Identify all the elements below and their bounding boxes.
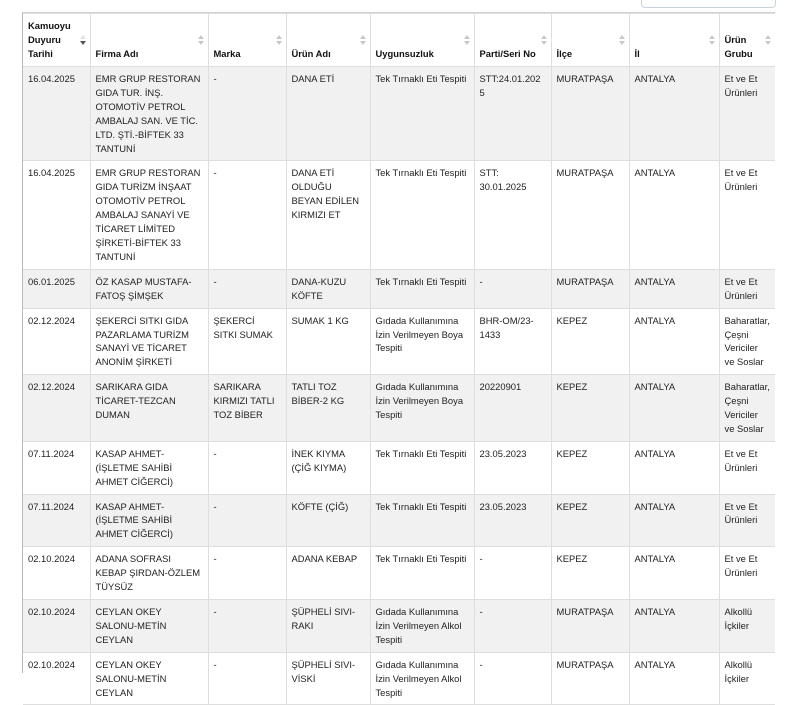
results-table bbox=[23, 13, 775, 705]
cell-product-group: Et ve Et Ürünleri bbox=[719, 161, 775, 269]
cell-product-name: ŞÜPHELİ SIVI-RAKI bbox=[286, 600, 370, 653]
cell-nonconformity: Gıdada Kullanımına İzin Verilmeyen Boya Tespiti bbox=[370, 375, 474, 442]
column-header-product-group[interactable] bbox=[719, 14, 775, 67]
cell-product-name: ŞÜPHELİ SIVI-VİSKİ bbox=[286, 652, 370, 705]
cell-nonconformity: Tek Tırnaklı Eti Tespiti bbox=[370, 547, 474, 600]
cell-company-name: EMR GRUP RESTORAN GIDA TUR. İNŞ. OTOMOTİV PETROL AMBALAJ SAN. VE TİC. LTD. ŞTİ.-BİFTEK 33 TANTUNİ bbox=[90, 67, 208, 161]
sort-icon[interactable] bbox=[276, 34, 282, 46]
cell-district: MURATPAŞA bbox=[551, 161, 629, 269]
table-body bbox=[23, 67, 775, 705]
table-row[interactable] bbox=[23, 269, 775, 308]
cell-product-name: İNEK KIYMA (ÇİĞ KIYMA) bbox=[286, 441, 370, 494]
cell-brand: ŞEKERCİ SITKI SUMAK bbox=[208, 308, 286, 375]
cell-batch-no: 23.05.2023 bbox=[474, 441, 551, 494]
cell-company-name: KASAP AHMET-(İŞLETME SAHİBİ AHMET CİĞERCİ) bbox=[90, 494, 208, 547]
column-header-label: İlçe bbox=[556, 48, 573, 60]
cell-brand: SARIKARA KIRMIZI TATLI TOZ BİBER bbox=[208, 375, 286, 442]
cell-batch-no: STT:24.01.2025 bbox=[474, 67, 551, 161]
column-header-label: Kamuoyu Duyuru Tarihi bbox=[28, 20, 71, 60]
table-row[interactable] bbox=[23, 494, 775, 547]
cell-province: ANTALYA bbox=[629, 600, 719, 653]
column-header-label: Parti/Seri No bbox=[479, 48, 536, 60]
cell-announce-date: 06.01.2025 bbox=[23, 269, 90, 308]
cell-announce-date: 07.11.2024 bbox=[23, 494, 90, 547]
cell-announce-date: 02.12.2024 bbox=[23, 375, 90, 442]
column-header-label: Ürün Grubu bbox=[724, 34, 753, 60]
cell-province: ANTALYA bbox=[629, 441, 719, 494]
cell-district: KEPEZ bbox=[551, 375, 629, 442]
cell-company-name: KASAP AHMET-(İŞLETME SAHİBİ AHMET CİĞERCİ) bbox=[90, 441, 208, 494]
cell-product-name: ADANA KEBAP bbox=[286, 547, 370, 600]
cell-batch-no: - bbox=[474, 652, 551, 705]
cell-nonconformity: Tek Tırnaklı Eti Tespiti bbox=[370, 161, 474, 269]
cell-district: MURATPAŞA bbox=[551, 652, 629, 705]
table-header-row bbox=[23, 14, 775, 67]
table-row[interactable] bbox=[23, 67, 775, 161]
cell-district: MURATPAŞA bbox=[551, 269, 629, 308]
column-header-label: İl bbox=[634, 48, 640, 60]
sort-icon[interactable] bbox=[541, 34, 547, 46]
cell-product-group: Alkollü İçkiler bbox=[719, 652, 775, 705]
cell-brand: - bbox=[208, 547, 286, 600]
table-row[interactable] bbox=[23, 308, 775, 375]
cell-nonconformity: Gıdada Kullanımına İzin Verilmeyen Alkol Tespiti bbox=[370, 600, 474, 653]
cell-province: ANTALYA bbox=[629, 652, 719, 705]
cell-announce-date: 02.10.2024 bbox=[23, 547, 90, 600]
cell-announce-date: 02.10.2024 bbox=[23, 652, 90, 705]
cell-nonconformity: Tek Tırnaklı Eti Tespiti bbox=[370, 494, 474, 547]
cell-product-name: DANA-KUZU KÖFTE bbox=[286, 269, 370, 308]
cell-product-group: Baharatlar, Çeşni Vericiler ve Soslar bbox=[719, 308, 775, 375]
cell-product-name: DANA ETİ bbox=[286, 67, 370, 161]
cell-district: KEPEZ bbox=[551, 494, 629, 547]
cell-company-name: ÖZ KASAP MUSTAFA-FATOŞ ŞİMŞEK bbox=[90, 269, 208, 308]
cell-product-name: DANA ETİ OLDUĞU BEYAN EDİLEN KIRMIZI ET bbox=[286, 161, 370, 269]
cell-product-name: KÖFTE (ÇİĞ) bbox=[286, 494, 370, 547]
table-row[interactable] bbox=[23, 161, 775, 269]
cell-announce-date: 02.10.2024 bbox=[23, 600, 90, 653]
cell-batch-no: - bbox=[474, 269, 551, 308]
cell-nonconformity: Tek Tırnaklı Eti Tespiti bbox=[370, 67, 474, 161]
cell-product-group: Alkollü İçkiler bbox=[719, 600, 775, 653]
column-header-batch-no[interactable] bbox=[474, 14, 551, 67]
cell-company-name: ADANA SOFRASI KEBAP ŞIRDAN-ÖZLEM TÜYSÜZ bbox=[90, 547, 208, 600]
cell-brand: - bbox=[208, 652, 286, 705]
cell-company-name: EMR GRUP RESTORAN GIDA TURİZM İNŞAAT OTOMOTİV PETROL AMBALAJ SANAYİ VE TİCARET LİMİTED ŞİRKETİ-BİFTEK 33 TANTUNİ bbox=[90, 161, 208, 269]
results-table-frame bbox=[22, 12, 775, 698]
cell-batch-no: - bbox=[474, 547, 551, 600]
cell-brand: - bbox=[208, 494, 286, 547]
cell-product-name: TATLI TOZ BİBER-2 KG bbox=[286, 375, 370, 442]
cell-batch-no: STT: 30.01.2025 bbox=[474, 161, 551, 269]
cell-product-group: Et ve Et Ürünleri bbox=[719, 547, 775, 600]
column-header-product-name[interactable] bbox=[286, 14, 370, 67]
column-header-announce-date[interactable] bbox=[23, 14, 90, 67]
cell-batch-no: BHR-OM/23-1433 bbox=[474, 308, 551, 375]
cell-announce-date: 07.11.2024 bbox=[23, 441, 90, 494]
column-header-brand[interactable] bbox=[208, 14, 286, 67]
cell-announce-date: 02.12.2024 bbox=[23, 308, 90, 375]
cell-district: MURATPAŞA bbox=[551, 600, 629, 653]
cell-province: ANTALYA bbox=[629, 161, 719, 269]
cell-province: ANTALYA bbox=[629, 269, 719, 308]
cell-product-name: SUMAK 1 KG bbox=[286, 308, 370, 375]
column-header-company-name[interactable] bbox=[90, 14, 208, 67]
cell-brand: - bbox=[208, 67, 286, 161]
cell-product-group: Et ve Et Ürünleri bbox=[719, 441, 775, 494]
cell-district: MURATPAŞA bbox=[551, 67, 629, 161]
cell-product-group: Baharatlar, Çeşni Vericiler ve Soslar bbox=[719, 375, 775, 442]
cell-company-name: SARIKARA GIDA TİCARET-TEZCAN DUMAN bbox=[90, 375, 208, 442]
column-header-province[interactable] bbox=[629, 14, 719, 67]
column-header-label: Firma Adı bbox=[95, 48, 139, 60]
column-header-nonconformity[interactable] bbox=[370, 14, 474, 67]
table-row[interactable] bbox=[23, 441, 775, 494]
cell-batch-no: - bbox=[474, 600, 551, 653]
cell-nonconformity: Gıdada Kullanımına İzin Verilmeyen Boya Tespiti bbox=[370, 308, 474, 375]
sort-icon[interactable] bbox=[464, 34, 470, 46]
cell-nonconformity: Gıdada Kullanımına İzin Verilmeyen Alkol Tespiti bbox=[370, 652, 474, 705]
sort-icon[interactable] bbox=[765, 34, 771, 46]
column-header-district[interactable] bbox=[551, 14, 629, 67]
cell-company-name: ŞEKERCİ SITKI GIDA PAZARLAMA TURİZM SANAYİ VE TİCARET ANONİM ŞİRKETİ bbox=[90, 308, 208, 375]
cell-brand: - bbox=[208, 441, 286, 494]
cell-province: ANTALYA bbox=[629, 494, 719, 547]
cell-product-group: Et ve Et Ürünleri bbox=[719, 269, 775, 308]
cell-brand: - bbox=[208, 600, 286, 653]
cell-announce-date: 16.04.2025 bbox=[23, 67, 90, 161]
cell-province: ANTALYA bbox=[629, 547, 719, 600]
table-row[interactable] bbox=[23, 600, 775, 653]
cell-announce-date: 16.04.2025 bbox=[23, 161, 90, 269]
cell-product-group: Et ve Et Ürünleri bbox=[719, 494, 775, 547]
table-row[interactable] bbox=[23, 375, 775, 442]
cell-company-name: CEYLAN OKEY SALONU-METİN CEYLAN bbox=[90, 652, 208, 705]
column-header-label: Uygunsuzluk bbox=[375, 48, 434, 60]
sort-icon[interactable] bbox=[198, 34, 204, 46]
column-header-label: Ürün Adı bbox=[291, 48, 331, 60]
column-header-label: Marka bbox=[213, 48, 241, 60]
sort-icon[interactable] bbox=[709, 34, 715, 46]
cell-brand: - bbox=[208, 161, 286, 269]
cell-nonconformity: Tek Tırnaklı Eti Tespiti bbox=[370, 441, 474, 494]
cell-brand: - bbox=[208, 269, 286, 308]
cell-product-group: Et ve Et Ürünleri bbox=[719, 67, 775, 161]
cell-district: KEPEZ bbox=[551, 441, 629, 494]
cell-batch-no: 20220901 bbox=[474, 375, 551, 442]
cell-nonconformity: Tek Tırnaklı Eti Tespiti bbox=[370, 269, 474, 308]
sort-icon[interactable] bbox=[80, 34, 86, 46]
cell-province: ANTALYA bbox=[629, 375, 719, 442]
sort-icon[interactable] bbox=[360, 34, 366, 46]
cell-district: KEPEZ bbox=[551, 308, 629, 375]
table-row[interactable] bbox=[23, 652, 775, 705]
cell-province: ANTALYA bbox=[629, 308, 719, 375]
cell-province: ANTALYA bbox=[629, 67, 719, 161]
table-row[interactable] bbox=[23, 547, 775, 600]
search-box[interactable] bbox=[641, 0, 776, 8]
cell-company-name: CEYLAN OKEY SALONU-METİN CEYLAN bbox=[90, 600, 208, 653]
cell-district: KEPEZ bbox=[551, 547, 629, 600]
cell-batch-no: 23.05.2023 bbox=[474, 494, 551, 547]
sort-icon[interactable] bbox=[619, 34, 625, 46]
